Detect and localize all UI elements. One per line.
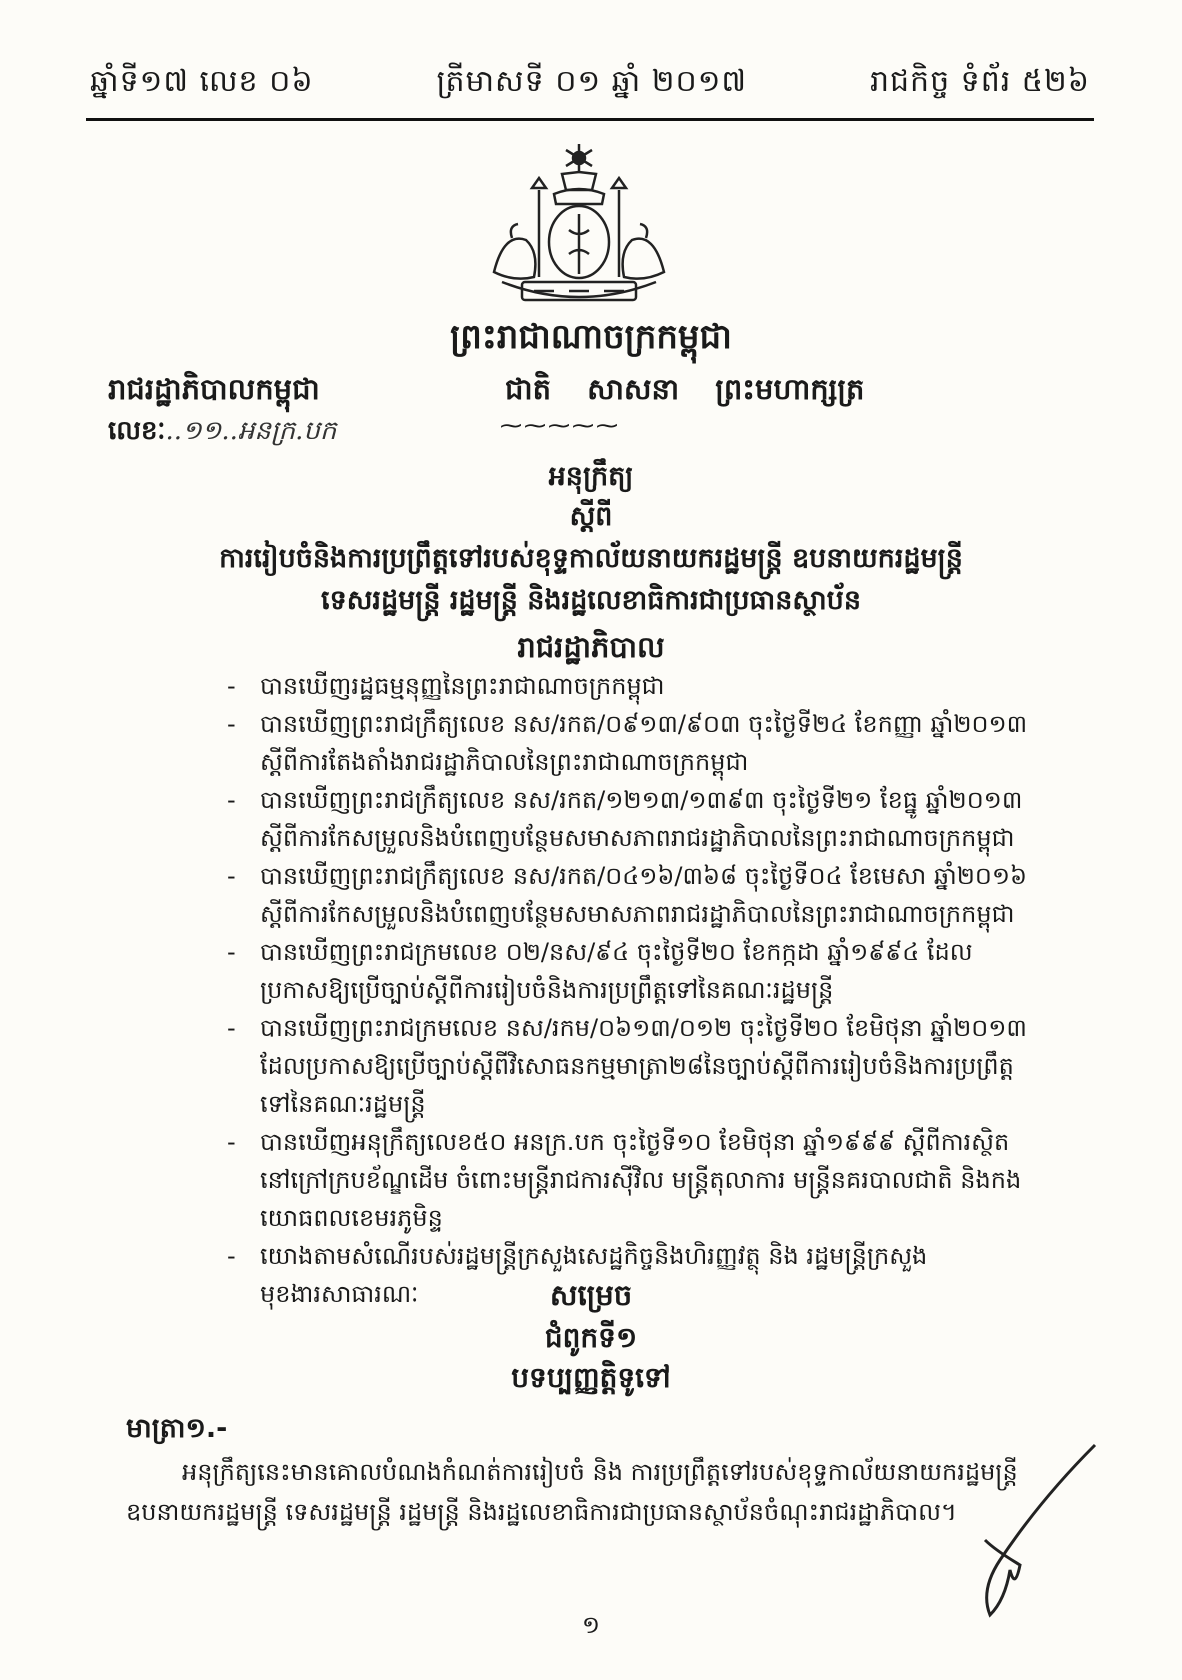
- kingdom-title: ព្រះរាជាណាចក្រកម្ពុជា: [450, 317, 732, 357]
- royal-emblem-icon: [484, 142, 674, 310]
- government-label: រាជរដ្ឋាភិបាលកម្ពុជា: [108, 372, 320, 406]
- document-type: អនុក្រឹត្យ: [548, 461, 634, 492]
- header-year-issue: ឆ្នាំទី១៧ លេខ ០៦: [90, 64, 314, 99]
- issuer-heading: រាជរដ្ឋាភិបាល: [517, 630, 665, 664]
- article-title: មាត្រា១.-: [126, 1413, 228, 1444]
- gazette-header: [90, 62, 1090, 106]
- header-divider: [86, 118, 1094, 121]
- document-title-line1: ការរៀបចំនិងការប្រព្រឹត្តទៅរបស់ខុទ្ទកាល័យនាយករដ្ឋមន្ត្រី ឧបនាយករដ្ឋមន្ត្រី: [219, 543, 963, 574]
- national-motto: ជាតិ សាសនា ព្រះមហាក្សត្រ: [505, 372, 865, 406]
- chapter-title: បទប្បញ្ញត្តិទូទៅ: [511, 1361, 671, 1394]
- consideration-item: - បានឃើញព្រះរាជក្រឹត្យលេខ នស/រកត/០៩១៣/៩០៣ ចុះថ្ងៃទី២៤ ខែកញ្ញា ឆ្នាំ២០១៣ ស្តីពីការតែងតាំងរាជរដ្ឋាភិបាលនៃព្រះរាជាណាចក្រកម្ពុជា: [230, 705, 1030, 781]
- consideration-item: - បានឃើញព្រះរាជក្រមលេខ ០២/នស/៩៤ ចុះថ្ងៃទី២០ ខែកក្កដា ឆ្នាំ១៩៩៤ ដែលប្រកាសឱ្យប្រើច្បាប់ស្តីពីការរៀបចំនិងការប្រព្រឹត្តទៅនៃគណៈរដ្ឋមន្ត្រី: [230, 933, 1030, 1009]
- chapter-number: ជំពូកទី១: [544, 1321, 638, 1354]
- article-text: អនុក្រឹត្យនេះមានគោលបំណងកំណត់ការរៀបចំ និង ការប្រព្រឹត្តទៅរបស់ខុទ្ទកាល័យនាយករដ្ឋមន្ត្រី ឧបនាយករដ្ឋមន្ត្រី ទេសរដ្ឋមន្ត្រី រដ្ឋមន្ត្រី និងរដ្ឋលេខាធិការជាប្រធានស្ថាប័នចំណុះរាជរដ្ឋាភិបាល។: [126, 1458, 1018, 1526]
- reference-prefix: លេខៈ: [108, 416, 166, 446]
- consideration-item: - បានឃើញរដ្ឋធម្មនុញ្ញនៃព្រះរាជាណាចក្រកម្ពុជា: [230, 667, 1030, 705]
- header-gazette-page: រាជកិច្ច ទំព័រ ៥២៦: [869, 64, 1090, 99]
- signature-icon: [960, 1440, 1110, 1630]
- document-about: ស្តីពី: [569, 501, 613, 532]
- document-title-line2: ទេសរដ្ឋមន្ត្រី រដ្ឋមន្ត្រី និងរដ្ឋលេខាធិការជាប្រធានស្ថាប័ន: [321, 585, 861, 616]
- decision-heading: សម្រេច: [549, 1278, 633, 1312]
- reference-handwritten: ..១១..អនក្រ.បក: [165, 416, 337, 446]
- consideration-item: - បានឃើញអនុក្រឹត្យលេខ៥០ អនក្រ.បក ចុះថ្ងៃទី១០ ខែមិថុនា ឆ្នាំ១៩៩៩ ស្តីពីការស្ថិតនៅក្រៅក្របខ័ណ្ឌដើម ចំពោះមន្ត្រីរាជការស៊ីវិល មន្ត្រីតុលាការ មន្ត្រីនគរបាលជាតិ និងកងយោធពលខេមរភូមិន្ទ: [230, 1123, 1030, 1237]
- consideration-item: - បានឃើញព្រះរាជក្រមលេខ នស/រកម/០៦១៣/០១២ ចុះថ្ងៃទី២០ ខែមិថុនា ឆ្នាំ២០១៣ ដែលប្រកាសឱ្យប្រើច្បាប់ស្តីពីវិសោធនកម្មមាត្រា២៨នៃច្បាប់ស្តីពីការរៀបចំនិងការប្រព្រឹត្តទៅនៃគណៈរដ្ឋមន្ត្រី: [230, 1009, 1030, 1123]
- consideration-item: - បានឃើញព្រះរាជក្រឹត្យលេខ នស/រកត/១២១៣/១៣៩៣ ចុះថ្ងៃទី២១ ខែធ្នូ ឆ្នាំ២០១៣ ស្តីពីការកែសម្រួលនិងបំពេញបន្ថែមសមាសភាពរាជរដ្ឋាភិបាលនៃព្រះរាជាណាចក្រកម្ពុជា: [230, 781, 1030, 857]
- motto-ornament: ⁓⁓⁓⁓⁓: [500, 414, 620, 439]
- header-date: ត្រីមាសទី ០១ ឆ្នាំ ២០១៧: [436, 64, 748, 99]
- consideration-item: - យោងតាមសំណើរបស់រដ្ឋមន្ត្រីក្រសួងសេដ្ឋកិច្ចនិងហិរញ្ញវត្ថុ និង រដ្ឋមន្ត្រីក្រសួងមុខងារសាធារណៈ: [230, 1237, 1030, 1313]
- reference-number: [108, 414, 336, 452]
- consideration-item: - បានឃើញព្រះរាជក្រឹត្យលេខ នស/រកត/០៤១៦/៣៦៨ ចុះថ្ងៃទី០៤ ខែមេសា ឆ្នាំ២០១៦ ស្តីពីការកែសម្រួលនិងបំពេញបន្ថែមសមាសភាពរាជរដ្ឋាភិបាលនៃព្រះរាជាណាចក្រកម្ពុជា: [230, 857, 1030, 933]
- considerations-list: [230, 667, 1030, 1313]
- page-number: ១: [581, 1611, 601, 1639]
